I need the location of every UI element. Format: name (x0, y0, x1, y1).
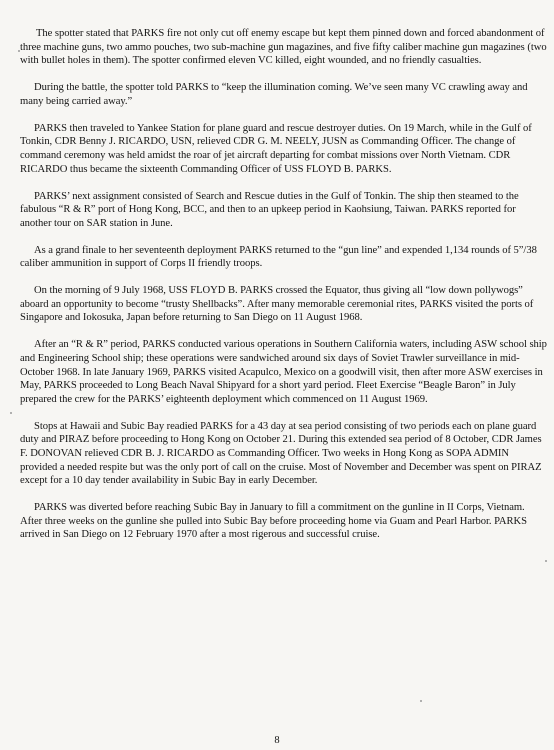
scan-speck (18, 50, 20, 52)
paragraph-hawaii-subic: Stops at Hawaii and Subic Bay readied PARKS for a 43 day at sea period consisting of two periods each on plane guard duty and PIRAZ before proceeding to Hong Kong on October 21. During this extended sea period of 8 October, CDR James F. DONOVAN relieved CDR B. J. RICARDO as Commanding Officer. Two weeks in Hong Kong as SOPA ADMIN provided a needed respite but was the only port of call on the cruise. Most of November and December was spent on PIRAZ except for a 10 day tender availability in Subic Bay in early December. (20, 420, 542, 487)
scan-speck (420, 700, 422, 702)
paragraph-spotter-report: The spotter stated that PARKS fire not only cut off enemy escape but kept them pinned down and forced abandonment of three machine guns, two ammo pouches, two sub-machine gun magazines, and five fifty caliber machine gun magazines (two with bullet holes in them). The spotter confirmed eleven VC killed, eight wounded, and no friendly casualties. (20, 28, 547, 67)
paragraph-southern-california: After an “R & R” period, PARKS conducted various operations in Southern California waters, including ASW school ship and Engineering School ship; these operations were sandwiched around six days of Soviet Trawler surveillance in mid-October 1968. In late January 1969, PARKS visited Acapulco, Mexico on a goodwill visit, then after more ASW exercises in May, PARKS proceeded to Long Beach Naval Shipyard for a short yard period. Fleet Exercise “Beagle Baron” in July prepared the crew for the PARKS’ eighteenth deployment which commenced on 11 August 1969. (20, 339, 547, 405)
paragraph-gunline: PARKS was diverted before reaching Subic Bay in January to fill a commitment on the gunline in II Corps, Vietnam. After three weeks on the gunline she pulled into Subic Bay before proceeding home via Guam and Pearl Harbor. PARKS arrived in San Diego on 12 February 1970 after a most rigerous and successful cruise. (20, 502, 527, 541)
page-number: 8 (274, 735, 280, 746)
paragraph-grand-finale: As a grand finale to her seventeenth deployment PARKS returned to the “gun line” and expended 1,134 rounds of 5”/38 caliber ammunition in support of Corps II friendly troops. (20, 244, 537, 270)
paragraph-equator-crossing: On the morning of 9 July 1968, USS FLOYD B. PARKS crossed the Equator, thus giving all “low down pollywogs” aboard an opportunity to become “trusty Shellbacks”. After many memorable ceremonial rites, PARKS visited the ports of Singapore and Iokosuka, Japan before returning to San Diego on 11 August 1968. (20, 285, 534, 324)
paragraph-battle-quote: During the battle, the spotter told PARKS to “keep the illumination coming. We’ve seen many VC crawling away and many being carried away.” (20, 82, 528, 107)
scan-speck (10, 412, 12, 414)
scan-speck (545, 560, 547, 562)
paragraph-yankee-station: PARKS then traveled to Yankee Station for plane guard and rescue destroyer duties. On 19 March, while in the Gulf of Tonkin, CDR Benny J. RICARDO, USN, relieved CDR G. M. NEELY, JUSN as Commanding Officer. The change of command ceremony was held amidst the roar of jet aircraft departing for combat missions over North Vietnam. CDR RICARDO thus became the sixteenth Commanding Officer of USS FLOYD B. PARKS. (20, 122, 532, 175)
paragraph-search-and-rescue: PARKS’ next assignment consisted of Search and Rescue duties in the Gulf of Tonkin. The ship then steamed to the fabulous “R & R” port of Hong Kong, BCC, and then to an upkeep period in Kaohsiung, Taiwan. PARKS reported for another tour on SAR station in June. (20, 190, 519, 229)
